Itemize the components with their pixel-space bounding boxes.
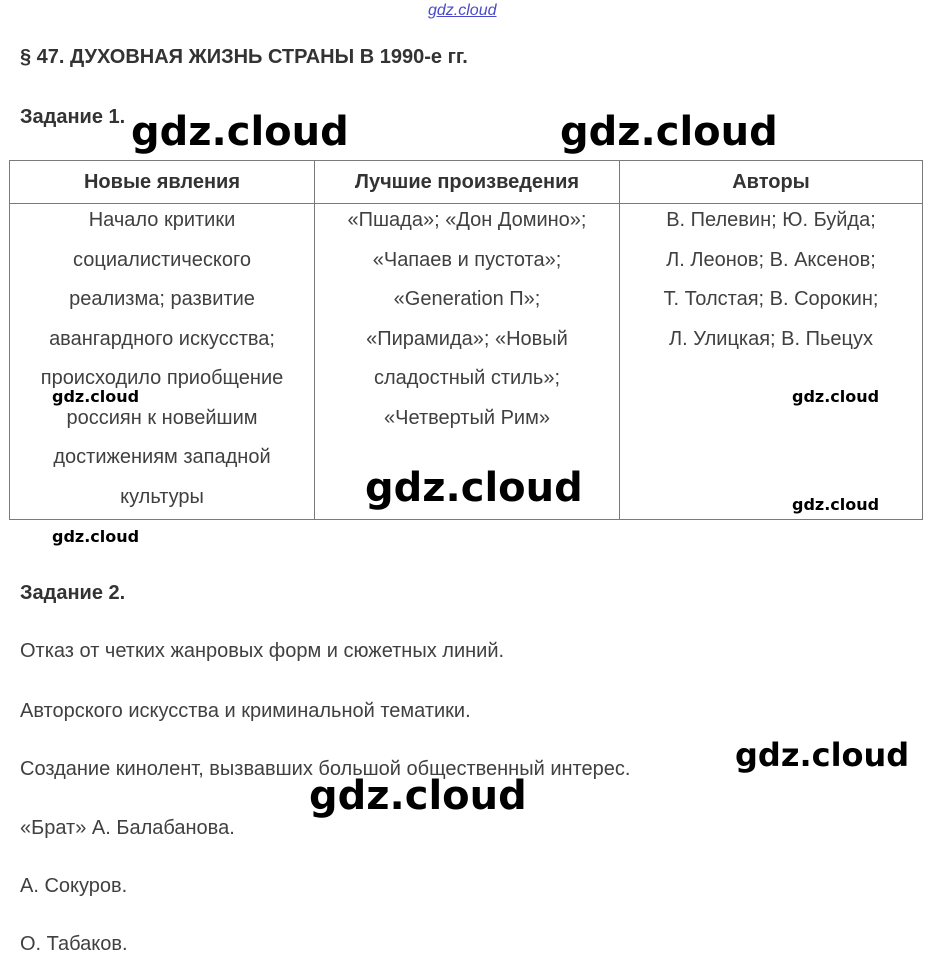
watermark: gdz.cloud [792,387,880,406]
header-best-works: Лучшие произведения [315,161,620,204]
cell-line: россиян к новейшим [66,406,258,429]
task1-title: Задание 1. [20,106,126,128]
watermark: gdz.cloud [131,109,349,155]
cell-new-phenomena [10,204,315,520]
header-new-phenomena: Новые явления [10,161,315,204]
section-title: § 47. ДУХОВНАЯ ЖИЗНЬ СТРАНЫ В 1990-е гг. [20,46,468,68]
cell-line: Начало критики [88,209,236,231]
task2-answer: Авторского искусства и криминальной тематики. [20,700,471,722]
cell-line: «Generation П»; [393,288,541,310]
cell-line: Л. Леонов; В. Аксенов; [666,248,876,271]
task2-answer: Создание кинолент, вызвавших большой общественный интерес. [20,758,631,780]
cell-line: «Пирамида»; «Новый [366,327,568,350]
cell-line: «Чапаев и пустота»; [372,248,562,271]
watermark: gdz.cloud [309,773,527,819]
cell-line: Л. Улицкая; В. Пьецух [669,327,873,350]
cell-line: «Пшада»; «Дон Домино»; [347,209,587,231]
cell-line: культуры [120,485,204,508]
task2-answer: «Брат» А. Балабанова. [20,817,235,839]
task2-answer: А. Сокуров. [20,875,128,897]
header-authors: Авторы [620,161,923,204]
cell-authors [620,204,923,520]
watermark: gdz.cloud [52,387,140,406]
task2-title: Задание 2. [20,582,126,604]
watermark: gdz.cloud [560,109,778,155]
task2-answer: О. Табаков. [20,933,128,955]
cell-line: социалистического [73,248,251,271]
site-link[interactable]: gdz.cloud [428,2,497,19]
cell-line: реализма; развитие [69,288,255,310]
watermark: gdz.cloud [735,736,910,774]
cell-line: Т. Толстая; В. Сорокин; [663,288,879,310]
cell-line: сладостный стиль»; [374,367,560,389]
watermark: gdz.cloud [52,527,140,546]
cell-line: авангардного искусства; [49,327,275,350]
cell-line: происходило приобщение [40,367,284,389]
task2-answer: Отказ от четких жанровых форм и сюжетных линий. [20,640,505,662]
table-header-row [10,161,923,204]
watermark: gdz.cloud [365,465,583,511]
cell-line: достижениям западной [53,446,271,468]
watermark: gdz.cloud [792,495,880,514]
cell-line: В. Пелевин; Ю. Буйда; [666,209,876,231]
cell-line: «Четвертый Рим» [384,406,550,429]
